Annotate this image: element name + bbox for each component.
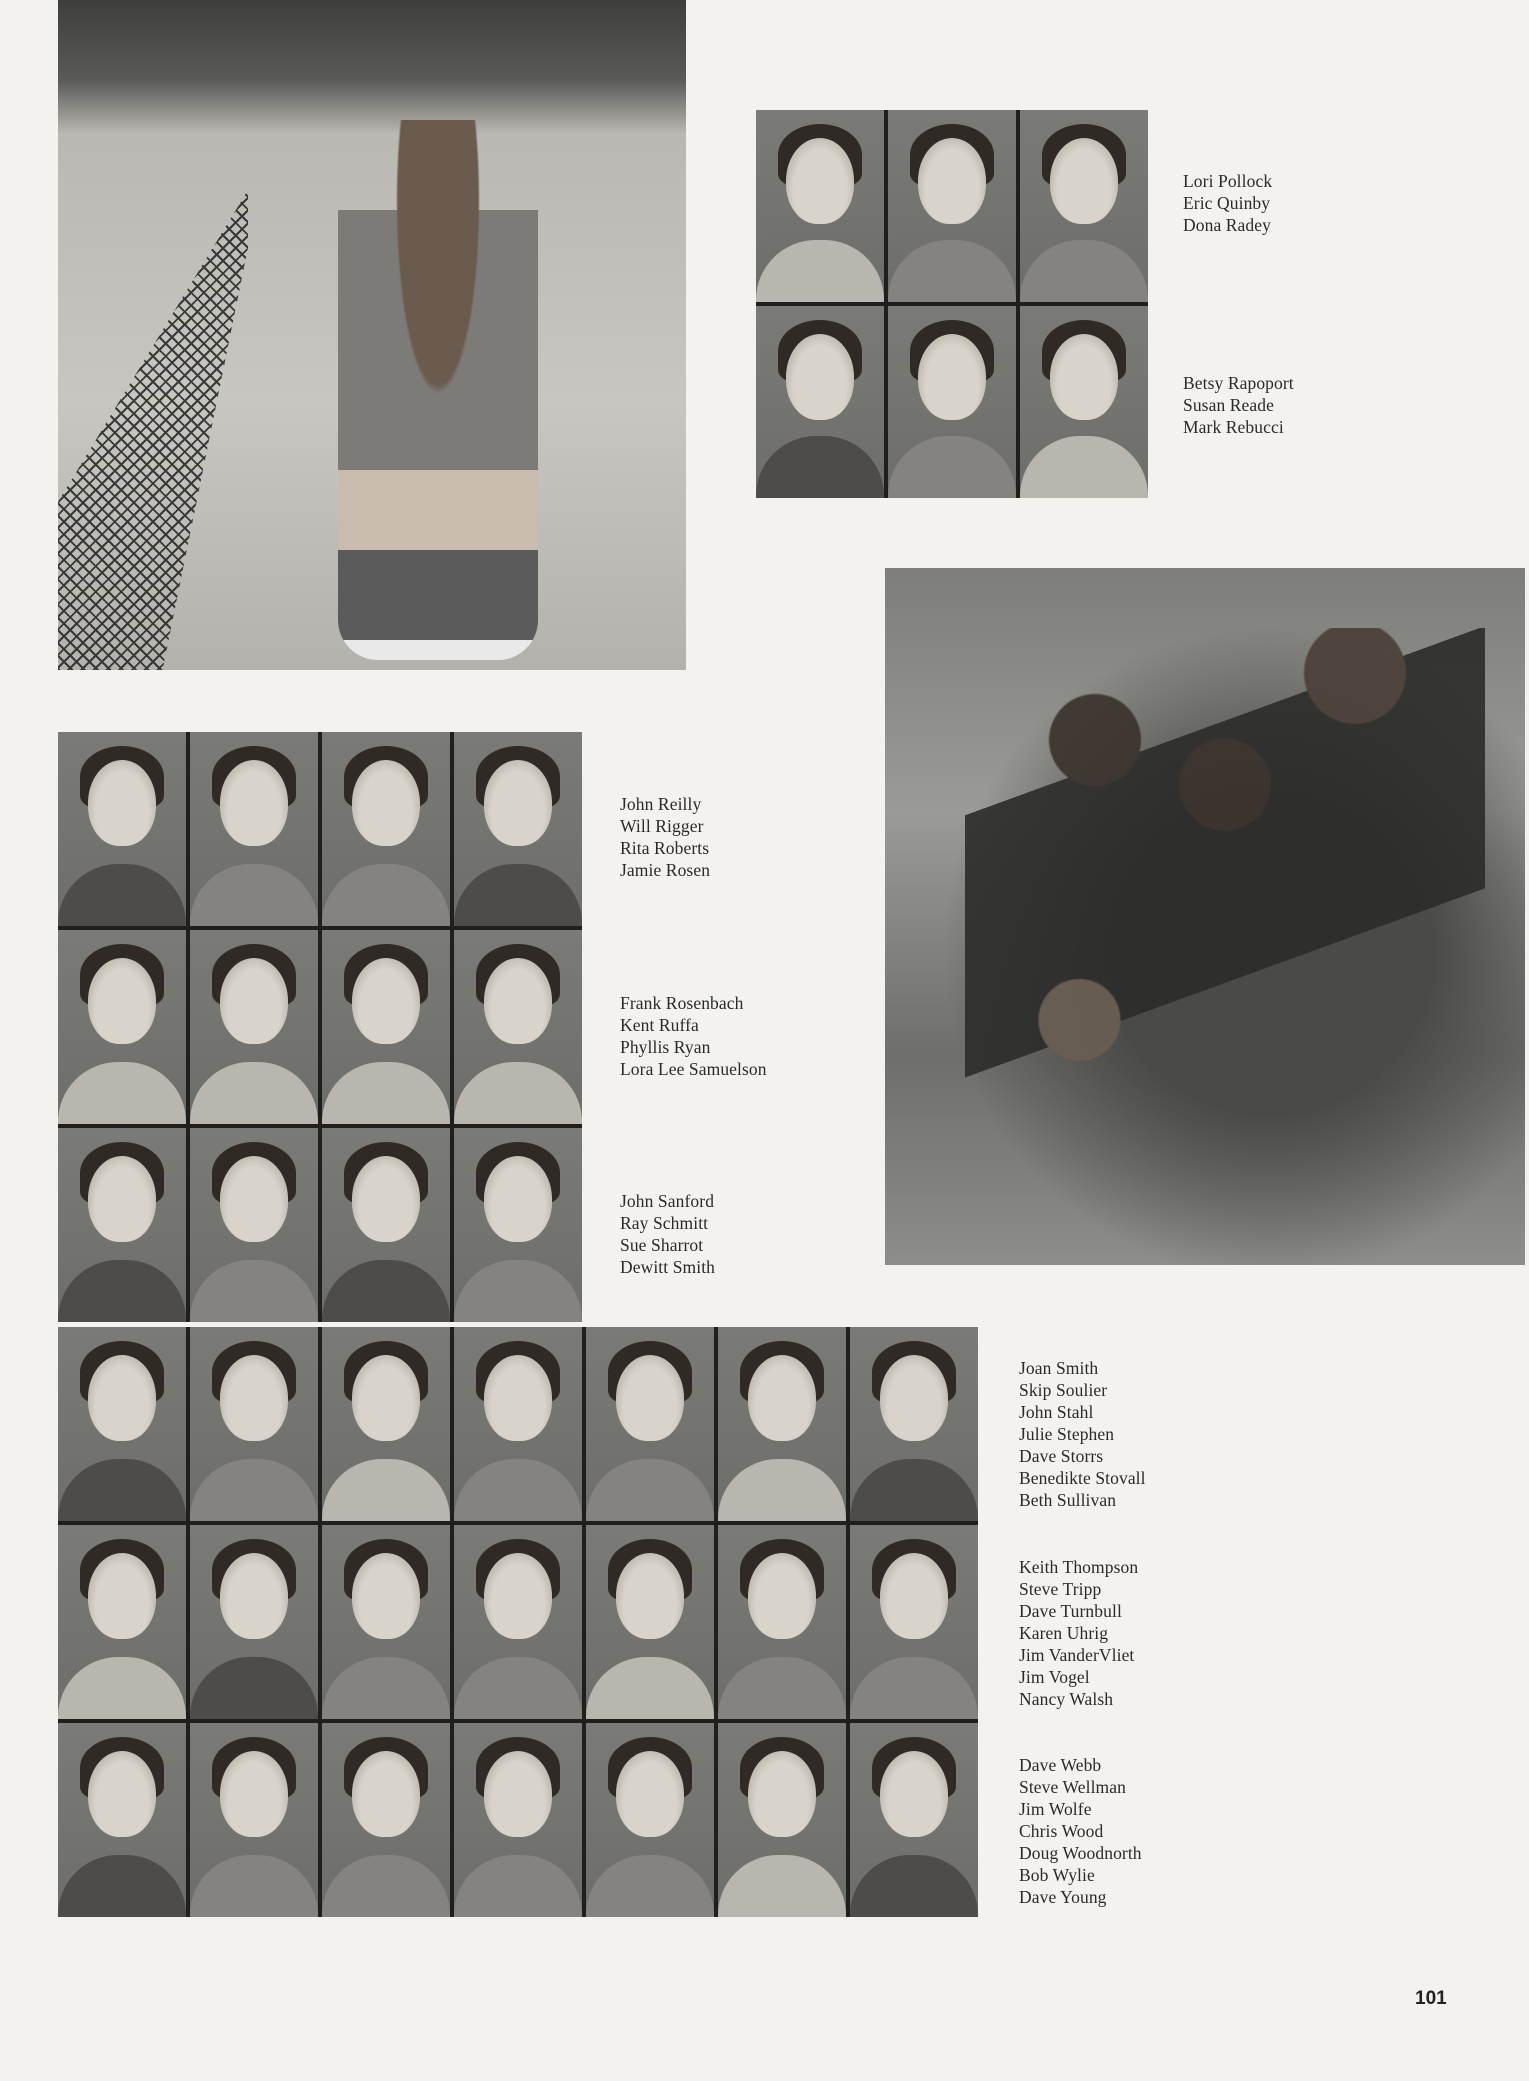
student-name: Dewitt Smith (620, 1257, 716, 1277)
portrait (454, 1723, 582, 1917)
student-name: Dave Turnbull (1019, 1601, 1122, 1621)
portrait (58, 1128, 186, 1322)
student-name: Frank Rosenbach (620, 993, 744, 1013)
student-name: Jamie Rosen (620, 860, 711, 880)
portrait (756, 110, 884, 302)
student-name: Beth Sullivan (1019, 1490, 1117, 1510)
student-name: Mark Rebucci (1183, 417, 1284, 437)
student-name: Julie Stephen (1019, 1424, 1115, 1444)
student-name: Lori Pollock (1183, 171, 1273, 191)
portrait (322, 1128, 450, 1322)
name-list (1019, 1556, 1138, 1710)
portrait (190, 1128, 318, 1322)
student-name: Kent Ruffa (620, 1015, 699, 1035)
portrait (454, 732, 582, 926)
portrait (454, 1327, 582, 1521)
student-name: Phyllis Ryan (620, 1037, 711, 1057)
student-name: Rita Roberts (620, 838, 710, 858)
student-name: Chris Wood (1019, 1821, 1104, 1841)
portrait (454, 1128, 582, 1322)
portrait (322, 1525, 450, 1719)
portrait (58, 1723, 186, 1917)
name-list (1019, 1357, 1146, 1511)
portrait (190, 1723, 318, 1917)
portrait (322, 732, 450, 926)
student-name: Susan Reade (1183, 395, 1275, 415)
portrait (756, 306, 884, 498)
name-list (1183, 372, 1294, 438)
tennis-photo (58, 0, 686, 670)
student-name: Eric Quinby (1183, 193, 1271, 213)
student-name: Jim VanderVliet (1019, 1645, 1135, 1665)
student-name: Dona Radey (1183, 215, 1271, 235)
student-name: Skip Soulier (1019, 1380, 1108, 1400)
portrait (586, 1525, 714, 1719)
student-name: Ray Schmitt (620, 1213, 709, 1233)
student-name: Dave Webb (1019, 1755, 1102, 1775)
portrait-grid-a (756, 110, 1148, 498)
portrait (322, 1327, 450, 1521)
portrait (718, 1723, 846, 1917)
portrait (322, 930, 450, 1124)
student-name: Doug Woodnorth (1019, 1843, 1142, 1863)
name-list (620, 793, 710, 881)
portrait (58, 732, 186, 926)
student-name: Steve Tripp (1019, 1579, 1102, 1599)
portrait (888, 110, 1016, 302)
portrait (58, 1525, 186, 1719)
portrait (850, 1525, 978, 1719)
name-list (1019, 1754, 1142, 1908)
portrait (190, 1327, 318, 1521)
portrait (58, 1327, 186, 1521)
student-name: Bob Wylie (1019, 1865, 1095, 1885)
portrait-grid-c (58, 1327, 978, 1917)
portrait (190, 732, 318, 926)
name-list (620, 1190, 715, 1278)
student-name: Joan Smith (1019, 1358, 1099, 1378)
student-name: John Reilly (620, 794, 702, 814)
student-name: Benedikte Stovall (1019, 1468, 1146, 1488)
portrait (888, 306, 1016, 498)
portrait (718, 1327, 846, 1521)
portrait (850, 1723, 978, 1917)
portrait (586, 1327, 714, 1521)
tennis-net-image (58, 190, 248, 670)
student-name: John Sanford (620, 1191, 715, 1211)
student-name: Nancy Walsh (1019, 1689, 1114, 1709)
student-name: Sue Sharrot (620, 1235, 704, 1255)
portrait (718, 1525, 846, 1719)
name-list (1183, 170, 1272, 236)
student-name: Jim Vogel (1019, 1667, 1090, 1687)
student-name: Dave Storrs (1019, 1446, 1104, 1466)
student-name: John Stahl (1019, 1402, 1094, 1422)
portrait (190, 930, 318, 1124)
portrait (1020, 110, 1148, 302)
portrait (586, 1723, 714, 1917)
name-list (620, 992, 767, 1080)
page-number: 101 (1415, 1988, 1447, 2009)
student-name: Keith Thompson (1019, 1557, 1139, 1577)
student-name: Dave Young (1019, 1887, 1107, 1907)
portrait-grid-b (58, 732, 582, 1322)
portrait (190, 1525, 318, 1719)
portrait (454, 930, 582, 1124)
portrait (850, 1327, 978, 1521)
student-name: Will Rigger (620, 816, 704, 836)
group-figures-image (965, 628, 1485, 1188)
student-name: Karen Uhrig (1019, 1623, 1109, 1643)
portrait (1020, 306, 1148, 498)
student-name: Lora Lee Samuelson (620, 1059, 767, 1079)
student-name: Betsy Rapoport (1183, 373, 1294, 393)
portrait (454, 1525, 582, 1719)
tennis-player-image (338, 120, 538, 660)
portrait (58, 930, 186, 1124)
student-name: Jim Wolfe (1019, 1799, 1092, 1819)
group-photo (885, 568, 1525, 1265)
student-name: Steve Wellman (1019, 1777, 1126, 1797)
portrait (322, 1723, 450, 1917)
